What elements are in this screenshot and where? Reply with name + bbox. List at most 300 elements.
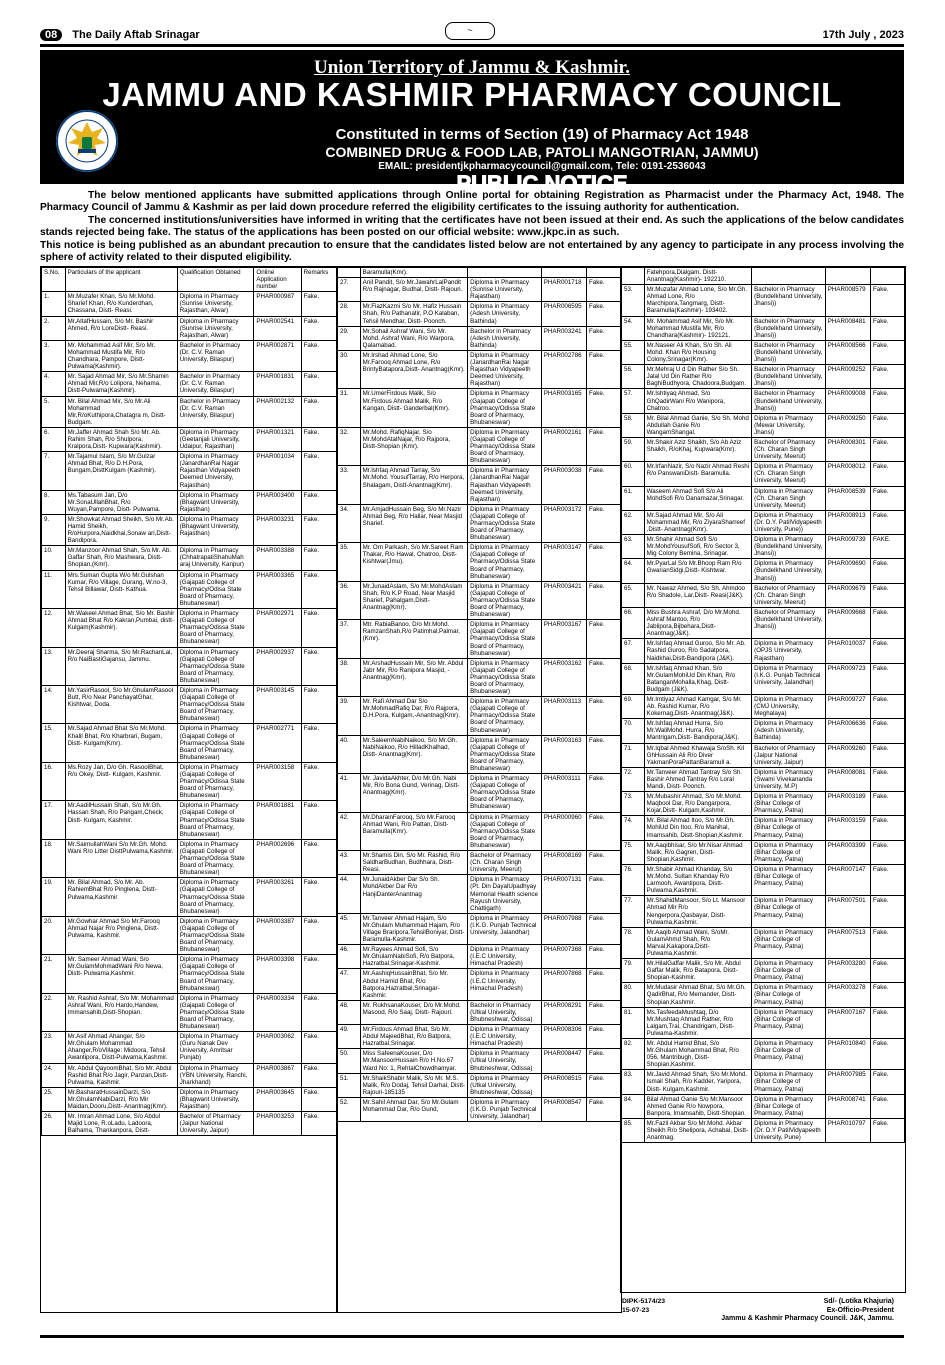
table-row — [622, 896, 905, 927]
table-row — [622, 767, 905, 791]
qualification: Bachelor in Pharmacy (Bundelkhand University, Jhansi)) — [752, 365, 826, 389]
remarks: Fake. — [871, 559, 905, 583]
serial-number: 84. — [622, 1094, 645, 1118]
application-number: PHAR008291 — [541, 1000, 586, 1024]
remarks: Fake. — [587, 812, 621, 850]
application-number: PHAR009739 — [825, 535, 870, 559]
remarks: Fake. — [871, 1094, 905, 1118]
table-row — [42, 1112, 337, 1136]
serial-number: 7. — [42, 452, 66, 490]
remarks — [871, 268, 905, 285]
table-row — [338, 1000, 621, 1024]
remarks: Fake. — [871, 767, 905, 791]
remarks: Fake. — [301, 452, 336, 490]
application-number: PHAR002132 — [254, 396, 301, 427]
qualification: Diploma in Pharmacy (Bundelkhand University, Jhansi)) — [752, 535, 826, 559]
signatory-name: Sd/- (Lotika Khajuria) — [823, 1298, 894, 1305]
serial-number: 55. — [622, 340, 645, 364]
applicant-particulars: Mr.PyarLal S/o Mr.Bhoop Ram R/o GwarianSidgi,Distt- Kishtwar. — [644, 559, 752, 583]
remarks: Fake. — [301, 609, 336, 647]
remarks: Fake. — [587, 427, 621, 465]
application-number: PHAR009690 — [825, 559, 870, 583]
applicant-particulars: Mr.YasirRasool, S/o Mr.GhulamRasool Butt, R/o Near PanchayatGhar, Kishtwar, Doda. — [65, 685, 177, 723]
remarks: Fake. — [301, 570, 336, 608]
applicant-particulars: Mr.Aaqibhisar, S/o Mr.Nisar Ahmad Malik, R/o Gagren, Distt- Shopian,Kashmir. — [644, 840, 752, 864]
table-row — [338, 350, 621, 388]
table-row — [338, 969, 621, 1000]
serial-number: 29. — [338, 326, 361, 350]
table-row — [622, 535, 905, 559]
table-row — [42, 1032, 337, 1063]
intro-paragraph: This notice is being published as an abundant precaution to ensure that the candidates listed below are not entertained by any agency to participate in any process involving the sphere of activity related to their disputed eligibility. — [40, 239, 904, 264]
table-row — [622, 285, 905, 316]
remarks: Fake. — [301, 1087, 336, 1111]
remarks — [587, 268, 621, 278]
qualification: Diploma in Pharmacy (Bihar College of Pharmacy, Patna) — [752, 840, 826, 864]
application-number: PHAR007167 — [825, 1007, 870, 1038]
table-row — [622, 1007, 905, 1038]
application-number: PHAR001321 — [254, 427, 301, 451]
serial-number: 14. — [42, 685, 66, 723]
serial-number: 68. — [622, 663, 645, 694]
remarks: Fake. — [871, 663, 905, 694]
table-row — [338, 913, 621, 944]
applicant-particulars: Mr. Mohammad Asif Mir, S/o Mr. Mohammad Mustifa Mir, R/o Chandhara(Kashmir)- 192121. — [644, 316, 752, 340]
application-number: PHAR009250 — [825, 413, 870, 437]
qualification: Diploma in Pharmacy (Bihar College of Pharmacy, Patna) — [752, 792, 826, 816]
remarks: Fake. — [301, 1032, 336, 1063]
applicant-particulars: Mr. Rashid Ashraf, S/o Mr. Mohammad Ashraf Wani, R/o Hardo,Handew, Immansahib,Distt-Shopian. — [65, 993, 177, 1031]
qualification: Diploma in Pharmacy (Utkal University, Bhubneshwar, Odissa) — [468, 1073, 542, 1097]
remarks: Fake. — [871, 864, 905, 895]
application-number: PHAR008913 — [825, 510, 870, 534]
application-number: PHAR002696 — [254, 839, 301, 877]
qualification: Diploma in Pharmacy (Sunrise University, Rajasthan, Alwar) — [177, 316, 254, 340]
ut-heading: Union Territory of Jammu & Kashmir. — [314, 57, 630, 78]
table-row — [622, 864, 905, 895]
application-number — [541, 268, 586, 278]
applicant-particulars: Mr. Bilal Ahmad, S/o Mr. Ab. RahiemBhat R/o Pinglena, Distt- Pulwama,Kashmir — [65, 878, 177, 916]
applicant-particulars: Mr.BasharatHussainDarzi, S/o Mr.GhulamNabiDarzi, R/o Mir Maidan,Dooru,Distt- Anantnag(Kmr). — [65, 1087, 177, 1111]
serial-number: 32. — [338, 427, 361, 465]
application-number: PHAR003158 — [254, 762, 301, 800]
remarks: Fake. — [871, 719, 905, 743]
serial-number: 57. — [622, 389, 645, 413]
remarks: Fake. — [587, 969, 621, 1000]
applicant-particulars: Mr.Naseer Ali Khan, S/o Sh. Ali Mohd. Khan R/o Housing Colony,Srinagar(Kmr). — [644, 340, 752, 364]
table-row — [622, 486, 905, 510]
applicant-particulars: Mr.Gowhar Ahmad S/o Mr.Farooq Ahmad Najar R/o Pinglena, Distt- Pulwama, Kashmir. — [65, 916, 177, 954]
serial-number: 8. — [42, 490, 66, 514]
table-row — [338, 851, 621, 875]
application-number: PHAR007131 — [541, 875, 586, 913]
table-row — [338, 1049, 621, 1073]
application-number: PHAR003189 — [825, 792, 870, 816]
serial-number — [338, 268, 361, 278]
serial-number: 79. — [622, 959, 645, 983]
application-number: PHAR007147 — [825, 864, 870, 895]
table-row — [42, 514, 337, 545]
table-row — [622, 413, 905, 437]
applicant-particulars: Mr.Tajamul Islam, S/o Mr.Gulzar Ahmad Bhat, R/o D.H.Pora, Bungam,DisttKulgam (Kashmir). — [65, 452, 177, 490]
application-number: PHAR008481 — [825, 316, 870, 340]
table-row — [42, 878, 337, 916]
remarks: Fake. — [587, 851, 621, 875]
serial-number: 60. — [622, 462, 645, 486]
applicant-particulars: Mr.Deeraj Sharma, S/o Mr.RachanLal, R/o NaiBastiGajansu, Jammu. — [65, 647, 177, 685]
applicant-particulars: Mr.Manzoor Ahmad Shah, S/o Mr. Ab. Gaffar Shah, R/o Mashwara, Distt- Shopian,(Kmr). — [65, 546, 177, 570]
applicant-particulars: Mr.Ishfaq Ahmad Khan, S/o Mr.GulamMohiUd Din Khan, R/o BatanganMohalla,Khag, Distt-Budgam (J&K). — [644, 663, 752, 694]
applicant-particulars: Mrs.Suman Gupta W/o Mr.Gulshan Kumar, R/o Village, Durang, W.no-3, Tehsil Billawar, Distt- Kathua. — [65, 570, 177, 608]
notice-header — [40, 50, 904, 196]
page-number: 08 — [40, 29, 62, 41]
serial-number: 25. — [42, 1087, 66, 1111]
signatory-designation: Ex-Officio-President — [826, 1306, 894, 1314]
remarks: Fake. — [301, 916, 336, 954]
application-number: PHAR003387 — [254, 916, 301, 954]
remarks: Fake. — [871, 607, 905, 638]
application-number: PHAR002161 — [541, 427, 586, 465]
applicant-particulars: Mr.Sajad Ahmad Bhat S/o Mr.Mohd. Khalil Bhat, R/o Kharbrari, Bugam, Distt- Kulgam(Kmr). — [65, 724, 177, 762]
table-row — [42, 340, 337, 371]
applicant-particulars: Mr.Imtiyaz Ahmad Kamgar, S/o Mr. Ab. Rashid Kumar, R/o Kokernag,Distt- Anantnag(J&K). — [644, 694, 752, 718]
remarks: Fake. — [301, 340, 336, 371]
table-row — [42, 1063, 337, 1087]
applicant-particulars: Mr. JavidaAkhter, D/o Mr.Gh. Nabi Mir, R/o Bona Gund, Verinag, Distt- Anantnag(Kmr). — [360, 774, 468, 812]
qualification: Diploma in Pharmacy (Gajapati College of Pharmacy/Odissa State Board of Pharmacy, Bhubaneswar) — [177, 955, 254, 993]
serial-number: 27. — [338, 278, 361, 302]
applicant-particulars: Mr.Muzafer Khan, S/o Mr.Mohd. Sharief Khan, R/o Kunderdhan, Chassana, Distt- Reasi. — [65, 292, 177, 316]
remarks: Fake. — [301, 839, 336, 877]
qualification: Diploma in Pharmacy (Sunrise University, Rajasthan) — [468, 278, 542, 302]
applicant-particulars: Mr. Imran Ahmad Lone, S/o Abdul Majid Lone, R.oLadu, Ladoora, Balhama, Thankanpora, Distt- — [65, 1112, 177, 1136]
applicant-table-column-3 — [620, 266, 906, 1293]
qualification — [468, 268, 542, 278]
remarks: Fake. — [587, 913, 621, 944]
table-row — [338, 812, 621, 850]
table-row — [42, 546, 337, 570]
application-number: PHAR003038 — [541, 466, 586, 504]
application-number: PHAR003172 — [541, 504, 586, 542]
applicant-particulars: Mr.Tanveer Ahmad Tantray S/o Sh. Bashir Ahmed Tantray R/o Loral Mandi, Distt- Poonch. — [644, 767, 752, 791]
table-row — [622, 983, 905, 1007]
qualification: Bachelor of Pharmacy (Ch. Charan Singh University, Meerut) — [468, 851, 542, 875]
qualification: Diploma in Pharmacy (Bihar College of Pharmacy, Patna) — [752, 927, 826, 958]
application-number: PHAR009008 — [825, 389, 870, 413]
column-header-application: Online Application number — [254, 268, 301, 292]
application-number: PHAR007501 — [825, 896, 870, 927]
serial-number: 21. — [42, 955, 66, 993]
qualification: Diploma in Pharmacy (ChhatrapatiShahuMah araj University, Kanpur) — [177, 546, 254, 570]
remarks: Fake. — [871, 462, 905, 486]
application-number: PHAR008012 — [825, 462, 870, 486]
application-number: PHAR001881 — [254, 801, 301, 839]
table-row — [622, 1094, 905, 1118]
applicant-particulars: Baramulla(Kmr). — [360, 268, 468, 278]
remarks: Fake. — [301, 724, 336, 762]
qualification: Diploma in Pharmacy (Gajapati College of Pharmacy/Odissa State Board of Pharmacy, Bhubaneswar) — [177, 724, 254, 762]
newspaper-logo-icon: ~ — [445, 22, 495, 40]
remarks: Fake. — [871, 316, 905, 340]
column-header-sno: S.No. — [42, 268, 66, 292]
qualification: Diploma in Pharmacy (Gajapati College of Pharmacy/Odissa State Board of Pharmacy, Bhubaneswar) — [177, 993, 254, 1031]
applicant-particulars: Mr.FiazKazmi S/o Mr. Hafiz Hussain Shah, R/o Pathanatir, P.O Kalaban, Tehsil Mendhar, Distt- Poonch. — [360, 302, 468, 326]
qualification: Diploma in Pharmacy (Gajapati College of Pharmacy/Odissa State Board of Pharmacy, Bhubaneswar) — [468, 543, 542, 581]
applicant-particulars: Mr.Showkat Ahmad Sheikh, S/o Mr.Ab. Hamid Sheikh, R/oHurpora,Naidkhai,Sonaw ari,Distt-Bandipora. — [65, 514, 177, 545]
applicant-particulars: Mr. Bilal Ahmad Ganie, S/o Sh. Mohd Abdullah Ganie R/o WangamShangal. — [644, 413, 752, 437]
table-row — [622, 719, 905, 743]
qualification: Diploma in Pharmacy (Bihar College of Pharmacy, Patna) — [752, 1007, 826, 1038]
serial-number: 16. — [42, 762, 66, 800]
applicant-table — [621, 267, 905, 1143]
serial-number: 85. — [622, 1118, 645, 1142]
application-number: PHAR009260 — [825, 743, 870, 767]
council-emblem-icon — [56, 110, 118, 172]
serial-number: 30. — [338, 350, 361, 388]
qualification: Diploma in Pharmacy (Bihar College of Pharmacy, Patna) — [752, 1070, 826, 1094]
remarks: Fake. — [871, 896, 905, 927]
application-number: PHAR010037 — [825, 639, 870, 663]
table-row — [42, 685, 337, 723]
serial-number: 81. — [622, 1007, 645, 1038]
serial-number: 36. — [338, 581, 361, 619]
applicant-particulars: Mr.IrfanNazir, S/o Nazir Ahmad Reshi R/o PanswaniDistt- Baramulla. — [644, 462, 752, 486]
serial-number: 34. — [338, 504, 361, 542]
qualification: Diploma in Pharmacy (Gajapati College of Pharmacy/Odissa State Board of Pharmacy, Bhubaneswar) — [177, 762, 254, 800]
application-number: PHAR007868 — [541, 969, 586, 1000]
remarks: Fake. — [587, 350, 621, 388]
remarks: Fake. — [871, 639, 905, 663]
applicant-particulars: Mr.Muzafar Ahmad Lone, S/o Mr.Gh. Ahmad Lone, R/o Marchipora,Tangmarg, Distt-Baramulla(Kashmir)- 193402. — [644, 285, 752, 316]
application-number: PHAR003278 — [825, 983, 870, 1007]
remarks: Fake. — [587, 1073, 621, 1097]
qualification: Diploma in Pharmacy (Gajapati College of Pharmacy/Odissa State Board of Pharmacy, Bhubaneswar) — [468, 774, 542, 812]
applicant-particulars: Mr.Rayees Ahmad Sofi, S/o Mr.GhulamNabiSofi, R/o Batpora, Hazratbal,Srinagar-Kashmir. — [360, 945, 468, 969]
intro-paragraph: The concerned institutions/universities have informed in writing that the certificates have not been issued at their end. As such the applications of the below candidates stands rejected being fake. The status of the applications has been posted on our official website: www.jkpc.in as such. — [40, 214, 904, 239]
table-row — [338, 268, 621, 278]
application-number: PHAR003334 — [254, 993, 301, 1031]
application-number: PHAR007368 — [541, 945, 586, 969]
remarks: Fake. — [871, 840, 905, 864]
qualification: Diploma in Pharmacy (Bihar College of Pharmacy, Patna) — [752, 864, 826, 895]
table-row — [622, 694, 905, 718]
applicant-particulars: Mr.Iqbal Ahmed Khawaja S/oSh. Kil GhHussain Ali R/o Diver YakmanPoraPattanBaramull a. — [644, 743, 752, 767]
remarks: Fake. — [301, 993, 336, 1031]
serial-number: 2. — [42, 316, 66, 340]
application-number: PHAR002871 — [254, 340, 301, 371]
qualification: Diploma in Pharmacy (I.K.G. Punjab Technical University, Jalandhar) — [752, 663, 826, 694]
application-number: PHAR003145 — [254, 685, 301, 723]
applicant-particulars: Mr.Ishfaq Ahmad Hurra, S/o Mr.WaliMohd. Hurra, R/o Mantrigam,Distt- Bandipora(J&K). — [644, 719, 752, 743]
applicant-particulars: Mr.Aaqib Ahmad Wani, S/oMr. GulamAhmd Shah, R/o Marval,Kakapora,Distt- Pulwama,Kashmir. — [644, 927, 752, 958]
table-row — [622, 1039, 905, 1070]
serial-number: 23. — [42, 1032, 66, 1063]
qualification: Bachelor of Pharmacy (Jaipur National University, Jaipur) — [752, 743, 826, 767]
remarks: Fake. — [301, 490, 336, 514]
serial-number: 56. — [622, 365, 645, 389]
applicant-particulars: Mtr. RabiaBanoo, D/o Mr.Mohd. RamzanShah,R/o Patimhal,Palmar,(Kmr). — [360, 620, 468, 658]
applicant-particulars: Mr. RukhsanaKouser, D/o Mr.Mohd. Masood, R/o Saaj, Distt- Rajouri. — [360, 1000, 468, 1024]
serial-number: 77. — [622, 896, 645, 927]
application-number: PHAR008515 — [541, 1073, 586, 1097]
serial-number: 17. — [42, 801, 66, 839]
qualification: Bachelor in Pharmacy (Bundelkhand University, Jhansi)) — [752, 340, 826, 364]
qualification: Diploma in Pharmacy (Bihar College of Pharmacy, Patna) — [752, 896, 826, 927]
application-number: PHAR007513 — [825, 927, 870, 958]
qualification: Diploma in Pharmacy (Bihar College of Pharmacy, Patna) — [752, 983, 826, 1007]
application-number: PHAR003147 — [541, 543, 586, 581]
table-row — [42, 316, 337, 340]
remarks: Fake. — [587, 1097, 621, 1121]
serial-number: 11. — [42, 570, 66, 608]
serial-number: 18. — [42, 839, 66, 877]
remarks: Fake. — [301, 316, 336, 340]
remarks: Fake. — [587, 466, 621, 504]
serial-number: 58. — [622, 413, 645, 437]
application-number: PHAR008301 — [825, 437, 870, 461]
remarks: Fake. — [871, 389, 905, 413]
serial-number: 19. — [42, 878, 66, 916]
serial-number: 3. — [42, 340, 66, 371]
table-row — [622, 1118, 905, 1142]
qualification — [752, 268, 826, 285]
table-row — [622, 959, 905, 983]
serial-number: 69. — [622, 694, 645, 718]
qualification: Diploma in Pharmacy (Bihar College of Pharmacy, Patna) — [752, 1094, 826, 1118]
remarks: Fake. — [587, 302, 621, 326]
remarks: Fake. — [871, 792, 905, 816]
qualification: Diploma in Pharmacy (I.E.C University, Himachal Pradesh) — [468, 1025, 542, 1049]
applicant-particulars: Mr.Firdous Ahmad Bhat, S/o Mr. Abdul MajeedBhat, R/o Batpora, Hazratbal,Srinagar. — [360, 1025, 468, 1049]
remarks: Fake. — [871, 365, 905, 389]
column-header-particulars: Particulars of the applicant — [65, 268, 177, 292]
table-row — [622, 268, 905, 285]
applicant-particulars: Mr.Mehraj U d Din Rather S/o Sh. Jalal Ud Din Rather R/o BaghiBudhyora, Chadoora,Budgam. — [644, 365, 752, 389]
table-row — [622, 340, 905, 364]
public-notice-title: PUBLIC NOTICE — [456, 171, 628, 196]
qualification: Diploma in Pharmacy (Swami Vivekananda University, M.P) — [752, 767, 826, 791]
remarks: Fake. — [587, 658, 621, 696]
column-header-qualification: Qualification Obtained — [177, 268, 254, 292]
table-row — [622, 437, 905, 461]
remarks: Fake. — [871, 927, 905, 958]
serial-number: 51. — [338, 1073, 361, 1097]
qualification: Diploma in Pharmacy (Gajapati College of Pharmacy/Odissa State Board of Pharmacy, Bhubaneswar) — [177, 801, 254, 839]
applicant-particulars: Mr. Mohammad Asif Mir, S/o Mr. Mohammad Mustifa Mir, R/o Chandhara, Pampore, Distt- Pulwama(Kashmir). — [65, 340, 177, 371]
qualification: Diploma in Pharmacy (YBN University, Ranchi, Jharkhand) — [177, 1063, 254, 1087]
application-number: PHAR008547 — [541, 1097, 586, 1121]
remarks: Fake. — [587, 389, 621, 427]
application-number: PHAR003159 — [825, 816, 870, 840]
remarks: Fake. — [871, 743, 905, 767]
serial-number: 83. — [622, 1070, 645, 1094]
serial-number: 35. — [338, 543, 361, 581]
application-number: PHAR010797 — [825, 1118, 870, 1142]
qualification: Diploma in Pharmacy (Gajapati College of Pharmacy/Odissa State Board of Pharmacy, Bhubaneswar) — [468, 389, 542, 427]
dipk-date: 15-07-23 — [622, 1306, 650, 1314]
table-row — [622, 365, 905, 389]
serial-number: 44. — [338, 875, 361, 913]
serial-number — [622, 268, 645, 285]
remarks: Fake. — [587, 697, 621, 735]
table-row — [338, 1097, 621, 1121]
qualification: Diploma in Pharmacy (Gajapati College of Pharmacy/Odissa State Board of Pharmacy, Bhubaneswar) — [177, 647, 254, 685]
serial-number: 6. — [42, 427, 66, 451]
qualification: Bachelor in Pharmacy (Bundelkhand University, Jhansi)) — [752, 285, 826, 316]
table-row — [42, 647, 337, 685]
remarks: Fake. — [871, 583, 905, 607]
applicant-particulars: Mr.DharainFarooq, S/o Mr.Farooq Ahmad Wani, R/o Pattan, Distt- Baramulla(Kmr). — [360, 812, 468, 850]
table-row — [622, 840, 905, 864]
remarks: Fake. — [871, 1070, 905, 1094]
council-title: JAMMU AND KASHMIR PHARMACY COUNCIL — [102, 76, 842, 113]
qualification: Diploma in Pharmacy (JanardhanRai Nagar Rajasthan Vidyapeeth Deemed University, Rajasthan) — [177, 452, 254, 490]
qualification: Diploma in Pharmacy (Dr. D.Y. PatilVidyapeeth University, Pune)) — [752, 510, 826, 534]
table-row — [338, 543, 621, 581]
applicant-particulars: Mr. Nawaz Ahmed, S/o Sh. Ahmdoo R/o Shadole, Lar,Distt- Reasi(J&K). — [644, 583, 752, 607]
qualification: Diploma in Pharmacy (Bundelkhand University, Jhansi)) — [752, 559, 826, 583]
applicant-particulars: Fatehpora,Dialgam, Distt-Anantnag(Kashmir)- 192210. — [644, 268, 752, 285]
table-row — [338, 504, 621, 542]
application-number: PHAR008579 — [825, 285, 870, 316]
application-number: PHAR003165 — [541, 389, 586, 427]
applicant-particulars: Mr.Mudasir Ahmad Bhat, S/o Mr.Gh. QadirBhat, R/o Memander, Distt- Shopian,Kashmir. — [644, 983, 752, 1007]
remarks: Fake. — [587, 278, 621, 302]
table-row — [622, 816, 905, 840]
table-row — [622, 663, 905, 694]
serial-number: 37. — [338, 620, 361, 658]
applicant-particulars: Mr.Sohail Ashraf Wani, S/o Mr. Mohd. Ashraf Wani, R/o Warpora, Qalamabad. — [360, 326, 468, 350]
remarks: Fake. — [871, 959, 905, 983]
constitution-line: Constituted in terms of Section (19) of Pharmacy Act 1948 — [335, 126, 749, 143]
serial-number: 22. — [42, 993, 66, 1031]
qualification: Diploma in Pharmacy (Guru Nanak Dev University, Amritsar Punjab) — [177, 1032, 254, 1063]
newspaper-date: 17th July , 2023 — [822, 29, 904, 41]
qualification: Diploma in Pharmacy (Sunrise University, Rajasthan, Alwar) — [177, 292, 254, 316]
serial-number: 39. — [338, 697, 361, 735]
table-row — [338, 945, 621, 969]
applicant-particulars: Mr. Sameer Ahmad Wani, S/o Mr.GulamMohmadWani R/o Newa, Distt- Pulwama,Kashmir. — [65, 955, 177, 993]
qualification: Diploma in Pharmacy (Gajapati College of Pharmacy/Odisa State Board of Pharmacy, Bhubaneswar) — [177, 570, 254, 608]
qualification: Diploma in Pharmacy (Gajapati College of Pharmacy/Odissa State Board of Pharmacy, Bhubaneswar) — [468, 812, 542, 850]
application-number: PHAR003645 — [254, 1087, 301, 1111]
contact-line: EMAIL: presidentjkpharmacycouncil@gmail.com, Tele: 0191-2536043 — [378, 161, 706, 172]
application-number: PHAR009727 — [825, 694, 870, 718]
table-row — [42, 993, 337, 1031]
remarks: Fake. — [587, 326, 621, 350]
remarks: Fake. — [587, 774, 621, 812]
serial-number: 71. — [622, 743, 645, 767]
application-number: PHAR003163 — [541, 735, 586, 773]
table-row — [338, 278, 621, 302]
applicant-particulars: Mr.ShaikShabir Malik, S/o Mr. M.S. Malik, R/o Dodaj, Tehsil Darhal, Distt-Rajouri-185135 — [360, 1073, 468, 1097]
qualification: Diploma in Pharmacy (Gajapati College of Pharmacy/Odissa State Board of Pharmacy, Bhubaneswar) — [468, 620, 542, 658]
application-number: PHAR003365 — [254, 570, 301, 608]
applicant-particulars: Mr.UmerFirdous Malik, S/o Mr.Firdous Ahmad Malik, R/o Kangan, Distt- Ganderbal(Kmr). — [360, 389, 468, 427]
qualification: Diploma in Pharmacy (Bhagwant University, Rajasthan) — [177, 1087, 254, 1111]
remarks: Fake. — [871, 1007, 905, 1038]
serial-number: 45. — [338, 913, 361, 944]
qualification: Bachelor in Pharmacy (Utkal University, Bhubneshwar, Odissa) — [468, 1000, 542, 1024]
application-number: PHAR003162 — [541, 658, 586, 696]
qualification: Bachelor in Pharmacy (Adesh University, Bathinda) — [468, 326, 542, 350]
applicant-particulars: Mr.AltafHussain, S/o Mr. Bashir Ahmed, R/o LoreDistt- Reasi. — [65, 316, 177, 340]
application-number: PHAR003388 — [254, 546, 301, 570]
serial-number: 31. — [338, 389, 361, 427]
table-row — [622, 559, 905, 583]
qualification: Bachelor in Pharmacy (Dr. C.V. Raman University, Bilaspur) — [177, 372, 254, 396]
table-row — [622, 510, 905, 534]
